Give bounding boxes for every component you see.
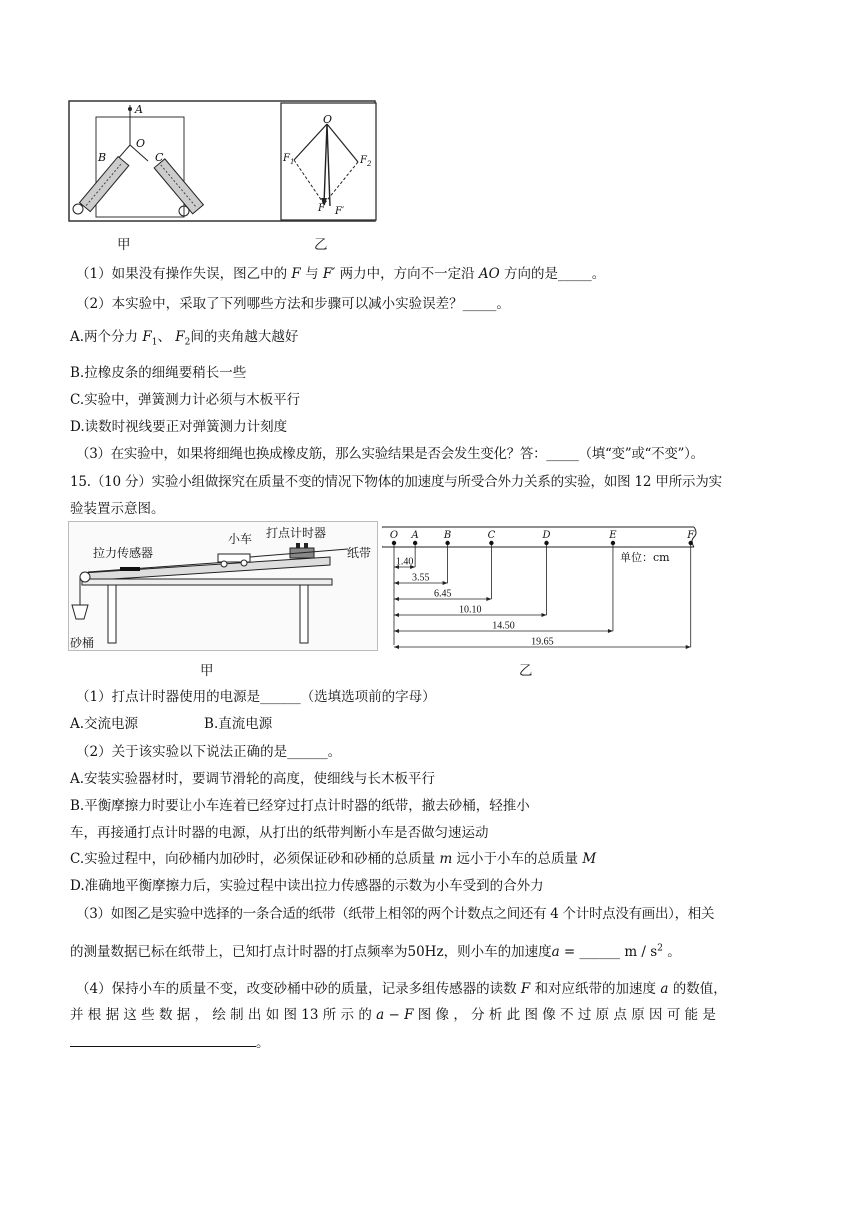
q15-part3-line1: （3）如图乙是实验中选择的一条合适的纸带（纸带上相邻的两个计数点之间还有 4 个计时点没有画出），相关	[76, 906, 715, 922]
arrowhead-right	[608, 629, 613, 633]
distance-label-E: 14.50	[492, 620, 515, 632]
arrowhead-left	[394, 613, 399, 617]
q15-part2-option-b-line2: 车，再接通打点计时器的电源，从打出的纸带判断小车是否做匀速运动	[70, 825, 489, 841]
distance-label-C: 6.45	[433, 588, 452, 600]
q14-part2: （2）本实验中，采取了下列哪些方法和步骤可以减小实验误差？_____。	[76, 296, 510, 312]
q15-part3-line2: 的测量数据已标在纸带上，已知打点计时器的打点频率为50Hz，则小车的加速度a = ______ m / $s^2$ 。	[70, 943, 681, 960]
tape-point-label-E: E	[609, 530, 617, 541]
label-force-sensor: 拉力传感器	[93, 546, 154, 560]
label-F1: $F_1$	[283, 153, 295, 166]
q15-stem-line1: 15.（10 分）实验小组做探究在质量不变的情况下物体的加速度与所受合外力关系的实验，如图 12 甲所示为实	[70, 474, 722, 490]
q15-part2-option-b-line1: B.平衡摩擦力时要让小车连着已经穿过打点计时器的纸带，撤去砂桶，轻推小	[70, 798, 530, 814]
tape-point-label-A: A	[411, 530, 419, 541]
arrowhead-right	[486, 597, 491, 601]
tape-point-F	[689, 541, 693, 545]
q15-part2-option-a: A.安装实验器材时，要调节滑轮的高度，使细线与长木板平行	[70, 771, 436, 787]
tape-point-label-C: C	[487, 530, 496, 541]
tape-point-label-D: D	[542, 530, 551, 541]
q14-option-d: D.读数时视线要正对弹簧测力计刻度	[70, 419, 288, 435]
tape-point-B	[445, 541, 449, 545]
figure-12-jia-apparatus	[68, 521, 378, 651]
tape-point-C	[489, 541, 493, 545]
distance-label-B: 3.55	[412, 572, 430, 584]
q15-part1: （1）打点计时器使用的电源是______（选填选项前的字母）	[76, 689, 436, 705]
q14-option-a: A.两个分力 $F_1$、 $F_2$间的夹角越大越好	[70, 329, 299, 348]
q15-part4-line1: （4）保持小车的质量不变，改变砂桶中砂的质量，记录多组传感器的读数 F 和对应纸带的加速度 a 的数值，	[76, 981, 727, 997]
label-F2: $F_2$	[360, 155, 372, 168]
tape-point-A	[413, 541, 417, 545]
tape-point-label-O: O	[389, 530, 399, 541]
arrowhead-left	[394, 629, 399, 633]
label-sand-bucket: 砂桶	[70, 636, 95, 650]
tape-point-O	[392, 541, 396, 545]
tape-point-label-B: B	[443, 530, 452, 541]
q15-part2-option-d: D.准确地平衡摩擦力后，实验过程中读出拉力传感器的示数为小车受到的合外力	[70, 878, 544, 894]
distance-label-A: 1.40	[395, 556, 414, 568]
label-O: O	[136, 137, 146, 150]
distance-label-D: 10.10	[459, 604, 482, 616]
q15-part4-line2: 并 根 据 这 些 数 据 ， 绘 制 出 如 图 13 所 示 的 a − F 图 像 ， 分 析 此 图 像 不 过 原 点 原 因 可 能 是	[70, 1007, 716, 1023]
caption-jia-1: 甲	[117, 237, 131, 253]
arrowhead-right	[686, 645, 691, 649]
q15-stem-line2: 验装置示意图。	[70, 501, 165, 517]
label-yi-O: O	[323, 113, 333, 126]
arrowhead-right	[542, 613, 547, 617]
tape-point-D	[544, 541, 548, 545]
figure-12-yi-paper-tape	[382, 521, 700, 651]
label-C: C	[155, 151, 164, 164]
tape-point-E	[611, 541, 615, 545]
arrowhead-left	[394, 645, 399, 649]
label-Fprime: F′	[335, 206, 345, 217]
q14-part3: （3）在实验中，如果将细绳也换成橡皮筋，那么实验结果是否会发生变化？答：_____（填“变”或“不变”）。	[76, 446, 704, 462]
label-B: B	[98, 151, 107, 164]
q15-part2: （2）关于该实验以下说法正确的是______。	[76, 744, 342, 760]
distance-label-F: 19.65	[531, 636, 554, 648]
q15-part1-options: A.交流电源 B.直流电源	[70, 716, 273, 732]
arrowhead-left	[394, 597, 399, 601]
label-unit: 单位：cm	[620, 551, 670, 564]
q14-option-c: C.实验中，弹簧测力计必须与木板平行	[70, 392, 301, 408]
caption-jia-2: 甲	[200, 663, 214, 679]
tape-point-label-F: F	[687, 530, 695, 541]
label-cart: 小车	[228, 532, 253, 546]
q14-option-b: B.拉橡皮条的细绳要稍长一些	[70, 365, 247, 381]
q15-part4-line3: 。	[70, 1031, 270, 1051]
arrowhead-right	[443, 581, 448, 585]
q15-part2-option-c: C.实验过程中，向砂桶内加砂时，必须保证砂和砂桶的总质量 m 远小于小车的总质量 M	[70, 851, 597, 867]
answer-blank[interactable]	[70, 1034, 256, 1047]
label-timer: 打点计时器	[266, 526, 327, 540]
caption-yi-2: 乙	[519, 663, 533, 679]
arrowhead-left	[394, 581, 399, 585]
label-F: F	[318, 203, 325, 214]
caption-yi-1: 乙	[314, 237, 328, 253]
label-paper-tape: 纸带	[347, 546, 372, 560]
q14-part1: （1）如果没有操作失误，图乙中的 F 与 F′ 两力中，方向不一定沿 AO 方向的是_____。	[76, 266, 606, 282]
label-A: A	[135, 103, 143, 116]
